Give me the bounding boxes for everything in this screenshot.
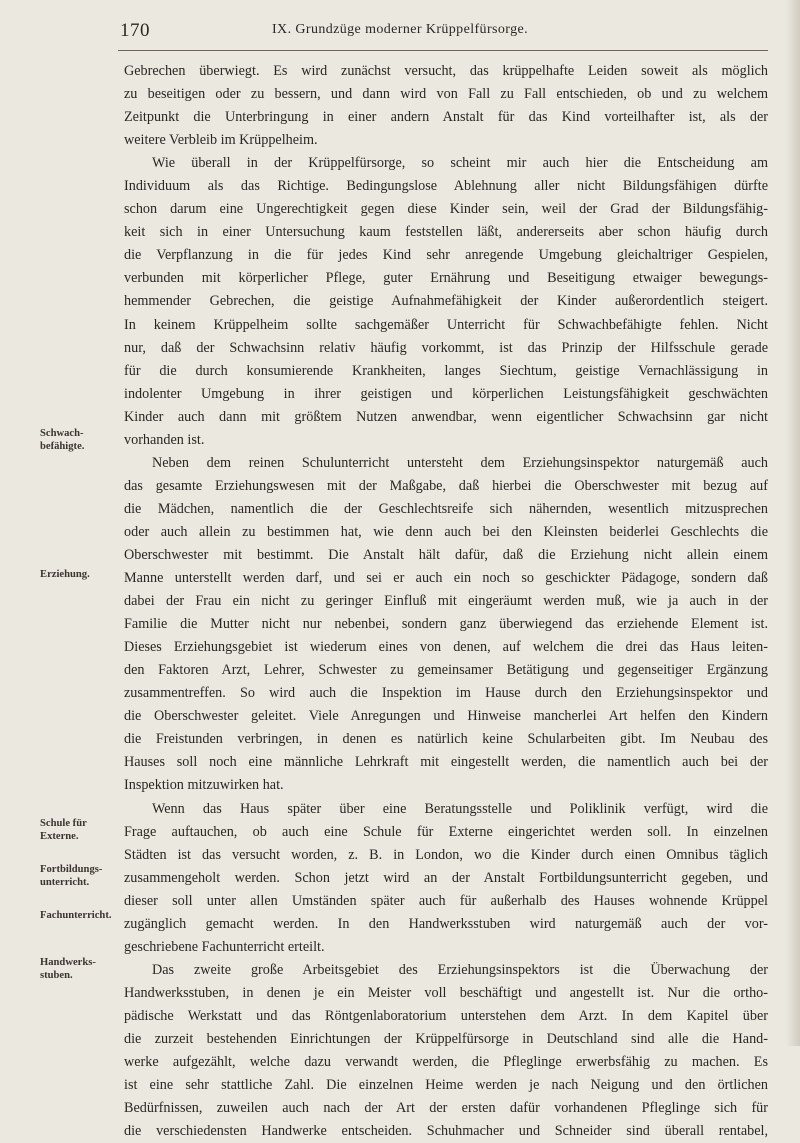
text-line: zu beseitigen oder zu bessern, und dann wird von Fall zu Fall entschieden, ob und zu welchem <box>124 86 768 103</box>
text-line: Wenn das Haus später über eine Beratungsstelle und Poliklinik verfügt, wird die <box>152 800 768 817</box>
text-line: die Mädchen, namentlich die der Geschlechtsreife sich nähernden, wesentlich mitzusprechen <box>124 500 768 517</box>
text-line: das gesamte Erziehungswesen mit der Maßgabe, daß hierbei die Oberschwester mit bezug auf <box>124 477 768 494</box>
text-line: den Faktoren Arzt, Lehrer, Schwester zu gemeinsamer Betätigung und gegenseitiger Ergänzung <box>124 662 768 679</box>
running-title: IX. Grundzüge moderner Krüppelfürsorge. <box>272 22 528 37</box>
text-line: Städten ist das versucht worden, z. B. in London, wo die Kinder durch einen Omnibus täglich <box>124 846 768 863</box>
text-line: Familie die Mutter nicht nur nebenbei, sondern ganz überwiegend das erziehende Element ist. <box>124 616 768 633</box>
text-line: pädische Werkstatt und das Röntgenlaboratorium unterstehen dem Arzt. In dem Kapitel über <box>124 1007 768 1024</box>
text-line: Wie überall in der Krüppelfürsorge, so scheint mir auch hier die Entscheidung am <box>152 155 768 172</box>
text-line: Das zweite große Arbeitsgebiet des Erziehungsinspektors ist die Überwachung der <box>152 961 768 978</box>
text-line: Handwerksstuben, in denen je ein Meister voll beschäftigt und angestellt ist. Nur die ortho- <box>124 984 768 1001</box>
text-line: Kinder auch dann mit größtem Nutzen anwendbar, wenn eigentlicher Schwachsinn gar nicht <box>124 408 768 425</box>
text-line: Manne unterstellt werden darf, und sei er auch ein noch so geschickter Pädagoge, sondern daß <box>124 570 768 587</box>
text-line: Frage auftauchen, ob auch eine Schule für Externe eingerichtet werden soll. In einzelnen <box>124 823 768 840</box>
text-line: Gebrechen überwiegt. Es wird zunächst versucht, das krüppelhafte Leiden soweit als möglich <box>124 63 768 79</box>
text-line: Oberschwester mit bestimmt. Die Anstalt hält dafür, daß die Erziehung nicht allein einem <box>124 546 768 563</box>
text-line: dieser soll unter allen Umständen später auch für außerhalb des Hauses wohnende Krüppel <box>124 892 768 909</box>
margin-note-erziehung: Erziehung. <box>40 569 90 580</box>
text-line: Individuum als das Richtige. Bedingungslose Ablehnung aller nicht Bildungsfähigen dürfte <box>124 178 768 195</box>
text-line: zusammentreffen. So wird auch die Inspektion im Hause durch den Erziehungsinspektor und <box>124 685 768 702</box>
text-line: die Freistunden verbringen, in denen es natürlich keine Schularbeiten gibt. Im Neubau des <box>124 731 768 748</box>
header-rule <box>118 50 768 51</box>
text-line: zugänglich gemacht werden. In den Handwerksstuben wird naturgemäß auch der vor- <box>124 915 768 932</box>
text-line: die Oberschwester geleitet. Viele Anregungen und Hinweise mancherlei Art helfen den Kindern <box>124 708 768 725</box>
text-line: die Verpflanzung in die für jedes Kind sehr anregende Umgebung gleichaltriger Gespielen, <box>124 247 768 264</box>
margin-note-fortbildung: Fortbildungs- unterricht. <box>40 864 103 888</box>
text-line: Neben dem reinen Schulunterricht untersteht dem Erziehungsinspektor naturgemäß auch <box>152 454 768 471</box>
text-line: Dieses Erziehungsgebiet ist wiederum eines von denen, auf welchem die drei das Haus leiten- <box>124 639 768 656</box>
text-line: geschriebene Fachunterricht erteilt. <box>124 938 325 955</box>
text-line: indolenter Umgebung in ihrer geistigen und körperlichen Leistungsfähigkeit geschwächten <box>124 385 768 402</box>
text-line: für die durch konsumierende Krankheiten, langes Siechtum, geistige Vernachlässigung in <box>124 362 768 379</box>
text-line: keit sich in einer Untersuchung kaum feststellen läßt, andererseits aber schon häufig durch <box>124 224 768 241</box>
text-line: weitere Verbleib im Krüppelheim. <box>124 132 318 149</box>
body-text <box>124 60 768 1143</box>
text-line: verbunden mit körperlicher Pflege, guter Ernährung und Beseitigung etwaiger bewegungs- <box>124 270 768 287</box>
text-line: nur, daß der Schwachsinn relativ häufig vorkommt, ist das Prinzip der Hilfsschule gerade <box>124 339 768 356</box>
text-line: vorhanden ist. <box>124 431 205 448</box>
text-line: werke aufgezählt, welche dazu verwandt werden, die Pfleglinge erwerbsfähig zu machen. Es <box>124 1054 768 1071</box>
text-line: zusammengeholt werden. Schon jetzt wird an der Anstalt Fortbildungsunterricht gegeben, und <box>124 869 768 886</box>
text-line: Hauses soll noch eine männliche Lehrkraft mit eingestellt werden, die namentlich auch bei der <box>124 754 768 771</box>
text-line: ist eine sehr stattliche Zahl. Die einzelnen Heime werden je nach Neigung und den örtlichen <box>124 1077 768 1094</box>
text-line: die zurzeit bestehenden Einrichtungen der Krüppelfürsorge in Deutschland sind alle die Hand- <box>124 1030 768 1047</box>
margin-note-fachunterricht: Fachunterricht. <box>40 910 112 921</box>
text-line: Bedürfnissen, zuweilen auch nach der Art der ersten dafür vorhandenen Pfleglinge sich für <box>124 1100 768 1117</box>
text-line: oder auch allein zu bestimmen hat, wie denn auch bei den Kleinsten beiderlei Geschlechts die <box>124 523 768 540</box>
page-number: 170 <box>120 20 150 41</box>
text-line: die verschiedensten Handwerke entscheiden. Schuhmacher und Schneider sind überall rentabel, <box>124 1123 768 1140</box>
margin-note-schwachbefaehigte: Schwach- befähigte. <box>40 428 85 452</box>
text-line: hemmender Gebrechen, die geistige Aufnahmefähigkeit der Kinder außerordentlich steigert. <box>124 293 768 310</box>
page-header <box>0 0 800 44</box>
text-line: dabei der Frau ein nicht zu geringer Einfluß mit eingeräumt werden muß, wie ja auch in der <box>124 593 768 610</box>
page-edge-shadow <box>786 0 800 1046</box>
text-line: In keinem Krüppelheim sollte sachgemäßer Unterricht für Schwachbefähigte fehlen. Nicht <box>124 316 768 333</box>
text-line: Zeitpunkt die Unterbringung in einer andern Anstalt für das Kind vorteilhafter ist, als der <box>124 109 768 126</box>
text-line: schon darum eine Ungerechtigkeit gegen diese Kinder sein, weil der Grad der Bildungsfähig- <box>124 201 768 218</box>
margin-note-schule-externe: Schule für Externe. <box>40 818 87 842</box>
text-line: Inspektion mitzuwirken hat. <box>124 777 284 794</box>
margin-note-handwerksstuben: Handwerks- stuben. <box>40 957 96 981</box>
